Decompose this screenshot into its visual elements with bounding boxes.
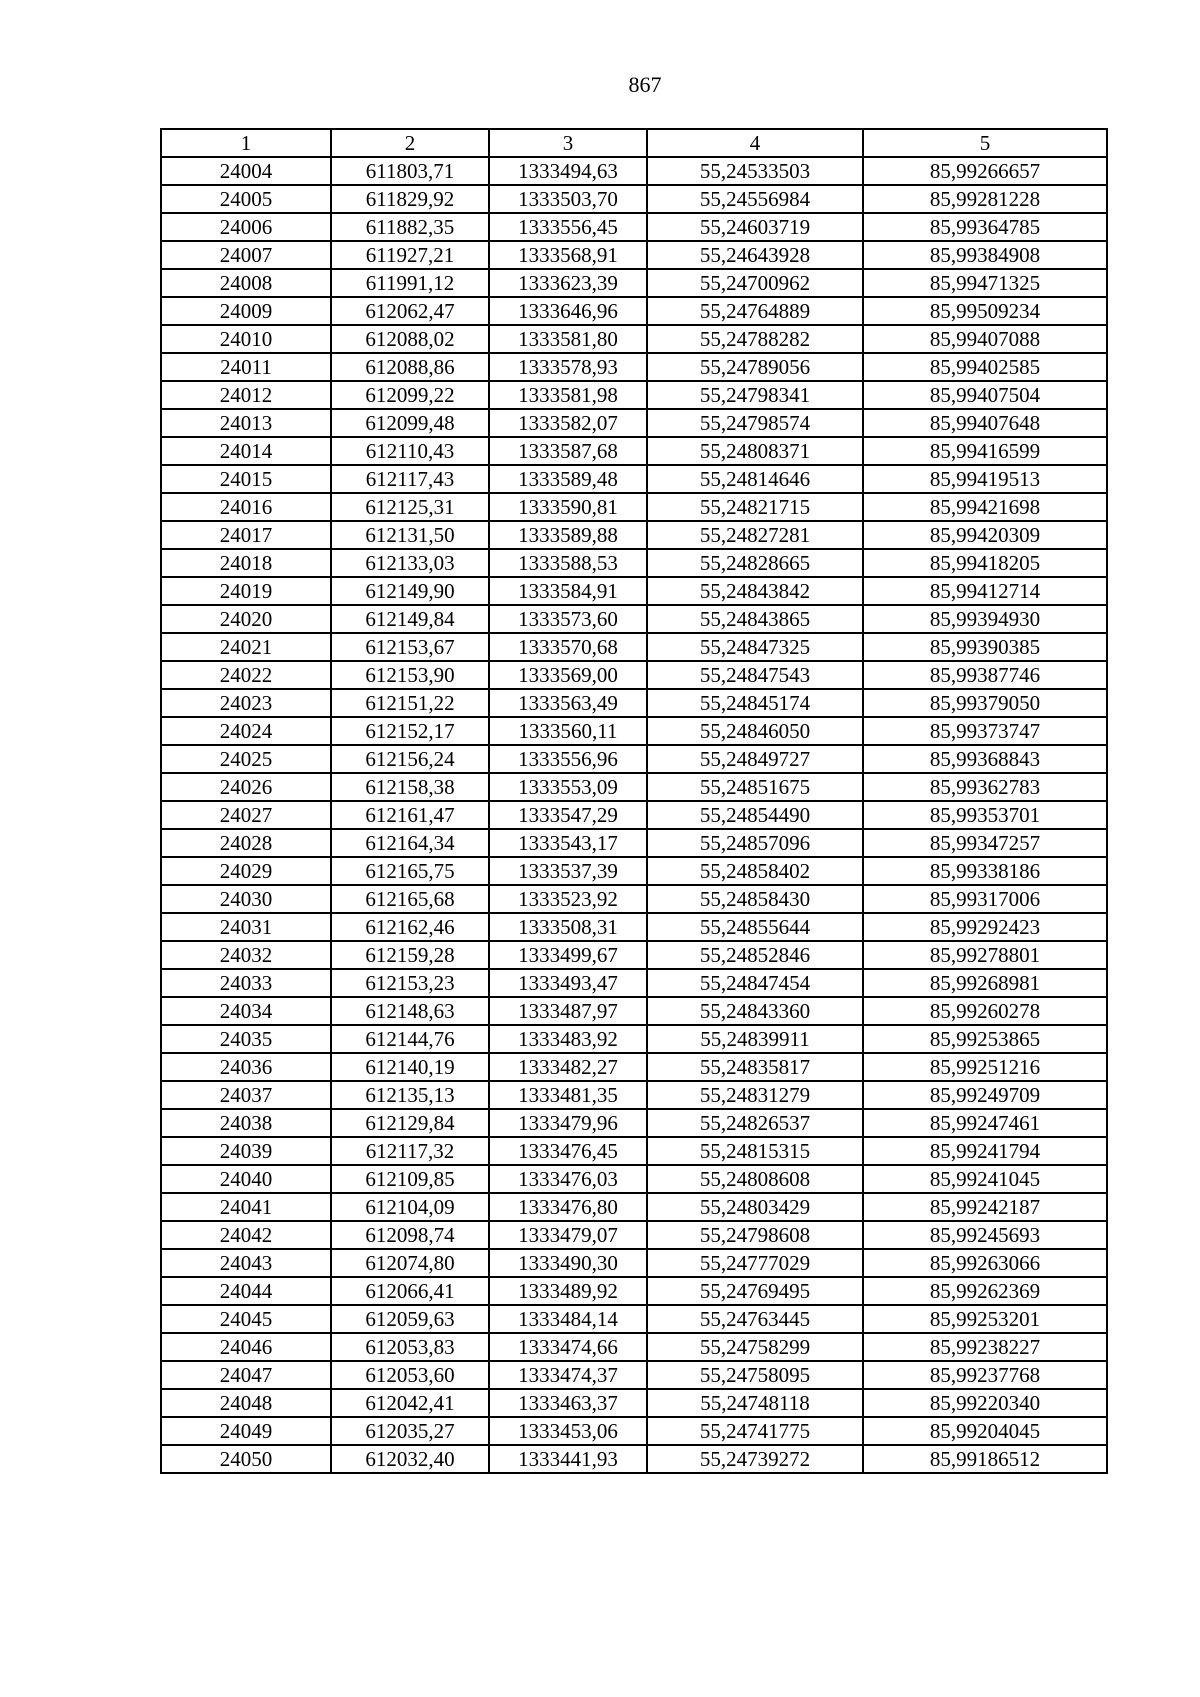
table-cell: 1333623,39 xyxy=(489,269,647,297)
table-cell: 85,99353701 xyxy=(863,801,1107,829)
table-cell: 612158,38 xyxy=(331,773,489,801)
table-cell: 612151,22 xyxy=(331,689,489,717)
table-cell: 612117,32 xyxy=(331,1137,489,1165)
table-cell: 24030 xyxy=(161,885,331,913)
table-cell: 85,99416599 xyxy=(863,437,1107,465)
table-cell: 1333563,49 xyxy=(489,689,647,717)
table-row xyxy=(161,1025,1107,1053)
table-cell: 611803,71 xyxy=(331,157,489,185)
table-cell: 55,24839911 xyxy=(647,1025,863,1053)
table-cell: 85,99407648 xyxy=(863,409,1107,437)
table-row xyxy=(161,829,1107,857)
table-cell: 1333578,93 xyxy=(489,353,647,381)
table-cell: 55,24808608 xyxy=(647,1165,863,1193)
table-row xyxy=(161,997,1107,1025)
table-cell: 85,99368843 xyxy=(863,745,1107,773)
table-cell: 85,99268981 xyxy=(863,969,1107,997)
table-cell: 1333476,80 xyxy=(489,1193,647,1221)
table-row xyxy=(161,605,1107,633)
table-cell: 85,99384908 xyxy=(863,241,1107,269)
table-cell: 612098,74 xyxy=(331,1221,489,1249)
table-cell: 85,99471325 xyxy=(863,269,1107,297)
table-row xyxy=(161,269,1107,297)
table-cell: 612032,40 xyxy=(331,1445,489,1473)
table-cell: 55,24847325 xyxy=(647,633,863,661)
table-cell: 1333479,07 xyxy=(489,1221,647,1249)
table-cell: 55,24764889 xyxy=(647,297,863,325)
table-cell: 55,24758095 xyxy=(647,1361,863,1389)
table-row xyxy=(161,577,1107,605)
table-cell: 1333481,35 xyxy=(489,1081,647,1109)
table-row xyxy=(161,1361,1107,1389)
table-cell: 611927,21 xyxy=(331,241,489,269)
table-cell: 1333646,96 xyxy=(489,297,647,325)
table-cell: 85,99338186 xyxy=(863,857,1107,885)
table-cell: 24013 xyxy=(161,409,331,437)
table-cell: 55,24758299 xyxy=(647,1333,863,1361)
table-cell: 85,99238227 xyxy=(863,1333,1107,1361)
table-cell: 612164,34 xyxy=(331,829,489,857)
table-row xyxy=(161,437,1107,465)
table-row xyxy=(161,1193,1107,1221)
table-cell: 55,24843842 xyxy=(647,577,863,605)
column-header: 1 xyxy=(161,129,331,157)
table-cell: 85,99220340 xyxy=(863,1389,1107,1417)
table-cell: 55,24788282 xyxy=(647,325,863,353)
table-cell: 24035 xyxy=(161,1025,331,1053)
table-cell: 24033 xyxy=(161,969,331,997)
table-cell: 612140,19 xyxy=(331,1053,489,1081)
table-cell: 55,24843865 xyxy=(647,605,863,633)
table-cell: 1333453,06 xyxy=(489,1417,647,1445)
table-cell: 1333476,03 xyxy=(489,1165,647,1193)
table-cell: 85,99242187 xyxy=(863,1193,1107,1221)
table-cell: 85,99407088 xyxy=(863,325,1107,353)
table-cell: 24047 xyxy=(161,1361,331,1389)
table-row xyxy=(161,801,1107,829)
table-cell: 55,24741775 xyxy=(647,1417,863,1445)
table-cell: 55,24748118 xyxy=(647,1389,863,1417)
table-cell: 1333484,14 xyxy=(489,1305,647,1333)
page-number: 867 xyxy=(628,72,662,97)
table-cell: 85,99262369 xyxy=(863,1277,1107,1305)
table-cell: 1333590,81 xyxy=(489,493,647,521)
table-cell: 55,24777029 xyxy=(647,1249,863,1277)
table-cell: 24022 xyxy=(161,661,331,689)
column-header: 4 xyxy=(647,129,863,157)
table-row xyxy=(161,353,1107,381)
table-row xyxy=(161,969,1107,997)
table-row xyxy=(161,325,1107,353)
table-cell: 612074,80 xyxy=(331,1249,489,1277)
table-cell: 55,24854490 xyxy=(647,801,863,829)
table-cell: 55,24814646 xyxy=(647,465,863,493)
column-header: 5 xyxy=(863,129,1107,157)
table-cell: 24026 xyxy=(161,773,331,801)
table-cell: 24021 xyxy=(161,633,331,661)
table-cell: 612099,22 xyxy=(331,381,489,409)
table-cell: 1333587,68 xyxy=(489,437,647,465)
table-cell: 85,99247461 xyxy=(863,1109,1107,1137)
table-cell: 24045 xyxy=(161,1305,331,1333)
table-cell: 612053,60 xyxy=(331,1361,489,1389)
table-cell: 85,99251216 xyxy=(863,1053,1107,1081)
table-cell: 1333589,48 xyxy=(489,465,647,493)
table-cell: 24005 xyxy=(161,185,331,213)
table-cell: 612161,47 xyxy=(331,801,489,829)
table-cell: 24029 xyxy=(161,857,331,885)
table-cell: 85,99253201 xyxy=(863,1305,1107,1333)
table-cell: 24012 xyxy=(161,381,331,409)
table-cell: 85,99317006 xyxy=(863,885,1107,913)
table-cell: 85,99292423 xyxy=(863,913,1107,941)
table-cell: 55,24815315 xyxy=(647,1137,863,1165)
table-cell: 55,24857096 xyxy=(647,829,863,857)
table-cell: 1333543,17 xyxy=(489,829,647,857)
table-cell: 55,24845174 xyxy=(647,689,863,717)
coordinates-table xyxy=(160,128,1108,1474)
table-header-row xyxy=(161,129,1107,157)
table-cell: 612088,02 xyxy=(331,325,489,353)
table-cell: 1333490,30 xyxy=(489,1249,647,1277)
table-cell: 1333589,88 xyxy=(489,521,647,549)
table-row xyxy=(161,1277,1107,1305)
table-cell: 55,24843360 xyxy=(647,997,863,1025)
table-cell: 24042 xyxy=(161,1221,331,1249)
table-cell: 612110,43 xyxy=(331,437,489,465)
table-cell: 85,99387746 xyxy=(863,661,1107,689)
table-cell: 24048 xyxy=(161,1389,331,1417)
table-cell: 1333523,92 xyxy=(489,885,647,913)
table-cell: 85,99186512 xyxy=(863,1445,1107,1473)
table-cell: 55,24533503 xyxy=(647,157,863,185)
table-cell: 1333547,29 xyxy=(489,801,647,829)
table-cell: 55,24808371 xyxy=(647,437,863,465)
table-cell: 24018 xyxy=(161,549,331,577)
table-cell: 1333581,98 xyxy=(489,381,647,409)
table-cell: 55,24643928 xyxy=(647,241,863,269)
table-row xyxy=(161,885,1107,913)
table-cell: 612156,24 xyxy=(331,745,489,773)
table-cell: 55,24846050 xyxy=(647,717,863,745)
table-row xyxy=(161,241,1107,269)
table-cell: 24043 xyxy=(161,1249,331,1277)
table-cell: 85,99419513 xyxy=(863,465,1107,493)
table-cell: 612149,84 xyxy=(331,605,489,633)
table-cell: 85,99249709 xyxy=(863,1081,1107,1109)
table-row xyxy=(161,157,1107,185)
table-row xyxy=(161,1081,1107,1109)
table-cell: 612165,75 xyxy=(331,857,489,885)
table-cell: 612059,63 xyxy=(331,1305,489,1333)
table-cell: 24046 xyxy=(161,1333,331,1361)
table-cell: 612117,43 xyxy=(331,465,489,493)
table-cell: 24019 xyxy=(161,577,331,605)
table-cell: 1333487,97 xyxy=(489,997,647,1025)
table-row xyxy=(161,409,1107,437)
table-row xyxy=(161,857,1107,885)
table-cell: 612165,68 xyxy=(331,885,489,913)
table-cell: 55,24700962 xyxy=(647,269,863,297)
table-cell: 612152,17 xyxy=(331,717,489,745)
table-cell: 24039 xyxy=(161,1137,331,1165)
table-cell: 85,99245693 xyxy=(863,1221,1107,1249)
table-cell: 24032 xyxy=(161,941,331,969)
table-cell: 612153,23 xyxy=(331,969,489,997)
table-cell: 1333493,47 xyxy=(489,969,647,997)
table-cell: 85,99362783 xyxy=(863,773,1107,801)
table-cell: 1333482,27 xyxy=(489,1053,647,1081)
table-cell: 24011 xyxy=(161,353,331,381)
table-cell: 24007 xyxy=(161,241,331,269)
table-row xyxy=(161,689,1107,717)
table-row xyxy=(161,1305,1107,1333)
table-cell: 85,99364785 xyxy=(863,213,1107,241)
table-row xyxy=(161,1221,1107,1249)
table-cell: 24050 xyxy=(161,1445,331,1473)
table-row xyxy=(161,297,1107,325)
table-cell: 1333584,91 xyxy=(489,577,647,605)
table-cell: 1333503,70 xyxy=(489,185,647,213)
table-cell: 55,24847454 xyxy=(647,969,863,997)
table-row xyxy=(161,549,1107,577)
table-row xyxy=(161,941,1107,969)
table-cell: 612066,41 xyxy=(331,1277,489,1305)
table-cell: 612162,46 xyxy=(331,913,489,941)
table-cell: 55,24789056 xyxy=(647,353,863,381)
table-cell: 24020 xyxy=(161,605,331,633)
table-cell: 1333537,39 xyxy=(489,857,647,885)
table-cell: 55,24858402 xyxy=(647,857,863,885)
table-cell: 55,24855644 xyxy=(647,913,863,941)
table-cell: 24041 xyxy=(161,1193,331,1221)
table-cell: 24044 xyxy=(161,1277,331,1305)
table-cell: 55,24828665 xyxy=(647,549,863,577)
table-cell: 24031 xyxy=(161,913,331,941)
table-cell: 24027 xyxy=(161,801,331,829)
table-row xyxy=(161,213,1107,241)
table-cell: 85,99373747 xyxy=(863,717,1107,745)
table-row xyxy=(161,381,1107,409)
table-cell: 55,24798574 xyxy=(647,409,863,437)
table-row xyxy=(161,661,1107,689)
table-cell: 24049 xyxy=(161,1417,331,1445)
table-cell: 612109,85 xyxy=(331,1165,489,1193)
table-cell: 1333556,96 xyxy=(489,745,647,773)
column-header: 3 xyxy=(489,129,647,157)
table-cell: 85,99509234 xyxy=(863,297,1107,325)
table-cell: 24015 xyxy=(161,465,331,493)
table-cell: 612053,83 xyxy=(331,1333,489,1361)
table-cell: 1333463,37 xyxy=(489,1389,647,1417)
table-cell: 55,24803429 xyxy=(647,1193,863,1221)
table-cell: 24004 xyxy=(161,157,331,185)
table-row xyxy=(161,1165,1107,1193)
table-cell: 55,24849727 xyxy=(647,745,863,773)
table-cell: 55,24603719 xyxy=(647,213,863,241)
table-cell: 85,99278801 xyxy=(863,941,1107,969)
table-cell: 612099,48 xyxy=(331,409,489,437)
table-cell: 24025 xyxy=(161,745,331,773)
table-cell: 612042,41 xyxy=(331,1389,489,1417)
table-cell: 612153,90 xyxy=(331,661,489,689)
table-cell: 1333553,09 xyxy=(489,773,647,801)
table-cell: 85,99237768 xyxy=(863,1361,1107,1389)
table-cell: 85,99402585 xyxy=(863,353,1107,381)
table-row xyxy=(161,465,1107,493)
column-header: 2 xyxy=(331,129,489,157)
table-row xyxy=(161,745,1107,773)
table-cell: 55,24739272 xyxy=(647,1445,863,1473)
table-cell: 85,99421698 xyxy=(863,493,1107,521)
table-cell: 1333441,93 xyxy=(489,1445,647,1473)
table-cell: 24006 xyxy=(161,213,331,241)
table-cell: 1333560,11 xyxy=(489,717,647,745)
table-cell: 24023 xyxy=(161,689,331,717)
table-row xyxy=(161,1053,1107,1081)
table-cell: 55,24851675 xyxy=(647,773,863,801)
table-cell: 24034 xyxy=(161,997,331,1025)
table-cell: 611829,92 xyxy=(331,185,489,213)
table-cell: 85,99266657 xyxy=(863,157,1107,185)
table-row xyxy=(161,1445,1107,1473)
table-cell: 24009 xyxy=(161,297,331,325)
table-row xyxy=(161,521,1107,549)
table-row xyxy=(161,1389,1107,1417)
table-cell: 1333588,53 xyxy=(489,549,647,577)
table-cell: 55,24852846 xyxy=(647,941,863,969)
table-cell: 24010 xyxy=(161,325,331,353)
table-cell: 55,24858430 xyxy=(647,885,863,913)
table-cell: 611991,12 xyxy=(331,269,489,297)
table-cell: 55,24847543 xyxy=(647,661,863,689)
table-cell: 612104,09 xyxy=(331,1193,489,1221)
table-cell: 24040 xyxy=(161,1165,331,1193)
table-cell: 24037 xyxy=(161,1081,331,1109)
table-cell: 1333570,68 xyxy=(489,633,647,661)
table-row xyxy=(161,1249,1107,1277)
table-row xyxy=(161,1109,1107,1137)
table-cell: 1333489,92 xyxy=(489,1277,647,1305)
table-cell: 1333568,91 xyxy=(489,241,647,269)
table-row xyxy=(161,1417,1107,1445)
table-cell: 612125,31 xyxy=(331,493,489,521)
table-cell: 55,24826537 xyxy=(647,1109,863,1137)
table-row xyxy=(161,493,1107,521)
table-cell: 55,24835817 xyxy=(647,1053,863,1081)
table-cell: 55,24798341 xyxy=(647,381,863,409)
table-cell: 612129,84 xyxy=(331,1109,489,1137)
table-cell: 1333582,07 xyxy=(489,409,647,437)
table-cell: 1333556,45 xyxy=(489,213,647,241)
table-cell: 612148,63 xyxy=(331,997,489,1025)
table-cell: 85,99347257 xyxy=(863,829,1107,857)
table-cell: 1333508,31 xyxy=(489,913,647,941)
table-row xyxy=(161,633,1107,661)
table-cell: 24028 xyxy=(161,829,331,857)
table-cell: 55,24769495 xyxy=(647,1277,863,1305)
table-cell: 24016 xyxy=(161,493,331,521)
table-cell: 612131,50 xyxy=(331,521,489,549)
table-cell: 24014 xyxy=(161,437,331,465)
table-cell: 1333474,37 xyxy=(489,1361,647,1389)
table-cell: 1333569,00 xyxy=(489,661,647,689)
table-row xyxy=(161,185,1107,213)
table-cell: 55,24821715 xyxy=(647,493,863,521)
table-cell: 612062,47 xyxy=(331,297,489,325)
table-cell: 55,24798608 xyxy=(647,1221,863,1249)
table-cell: 85,99394930 xyxy=(863,605,1107,633)
table-cell: 612088,86 xyxy=(331,353,489,381)
table-cell: 85,99241045 xyxy=(863,1165,1107,1193)
table-cell: 85,99263066 xyxy=(863,1249,1107,1277)
table-cell: 55,24763445 xyxy=(647,1305,863,1333)
table-cell: 85,99253865 xyxy=(863,1025,1107,1053)
table-cell: 612035,27 xyxy=(331,1417,489,1445)
table-cell: 612149,90 xyxy=(331,577,489,605)
table-cell: 85,99407504 xyxy=(863,381,1107,409)
table-cell: 85,99390385 xyxy=(863,633,1107,661)
table-cell: 24017 xyxy=(161,521,331,549)
table-cell: 85,99281228 xyxy=(863,185,1107,213)
table-cell: 85,99241794 xyxy=(863,1137,1107,1165)
table-row xyxy=(161,913,1107,941)
table-cell: 612133,03 xyxy=(331,549,489,577)
table-cell: 85,99420309 xyxy=(863,521,1107,549)
table-cell: 1333573,60 xyxy=(489,605,647,633)
table-cell: 1333494,63 xyxy=(489,157,647,185)
table-cell: 85,99204045 xyxy=(863,1417,1107,1445)
table-body xyxy=(161,157,1107,1473)
table-cell: 1333476,45 xyxy=(489,1137,647,1165)
table-cell: 611882,35 xyxy=(331,213,489,241)
table-cell: 612144,76 xyxy=(331,1025,489,1053)
table-row xyxy=(161,1333,1107,1361)
table-row xyxy=(161,1137,1107,1165)
table-cell: 1333499,67 xyxy=(489,941,647,969)
table-cell: 55,24827281 xyxy=(647,521,863,549)
table-cell: 24008 xyxy=(161,269,331,297)
table-cell: 612135,13 xyxy=(331,1081,489,1109)
table-cell: 85,99412714 xyxy=(863,577,1107,605)
table-cell: 612153,67 xyxy=(331,633,489,661)
table-cell: 85,99260278 xyxy=(863,997,1107,1025)
table-cell: 612159,28 xyxy=(331,941,489,969)
table-cell: 24038 xyxy=(161,1109,331,1137)
table-cell: 1333581,80 xyxy=(489,325,647,353)
table-row xyxy=(161,773,1107,801)
table-cell: 24024 xyxy=(161,717,331,745)
table-cell: 1333479,96 xyxy=(489,1109,647,1137)
table-cell: 24036 xyxy=(161,1053,331,1081)
table-row xyxy=(161,717,1107,745)
table-cell: 55,24831279 xyxy=(647,1081,863,1109)
table-cell: 1333474,66 xyxy=(489,1333,647,1361)
table-cell: 55,24556984 xyxy=(647,185,863,213)
table-cell: 1333483,92 xyxy=(489,1025,647,1053)
table-cell: 85,99418205 xyxy=(863,549,1107,577)
table-cell: 85,99379050 xyxy=(863,689,1107,717)
